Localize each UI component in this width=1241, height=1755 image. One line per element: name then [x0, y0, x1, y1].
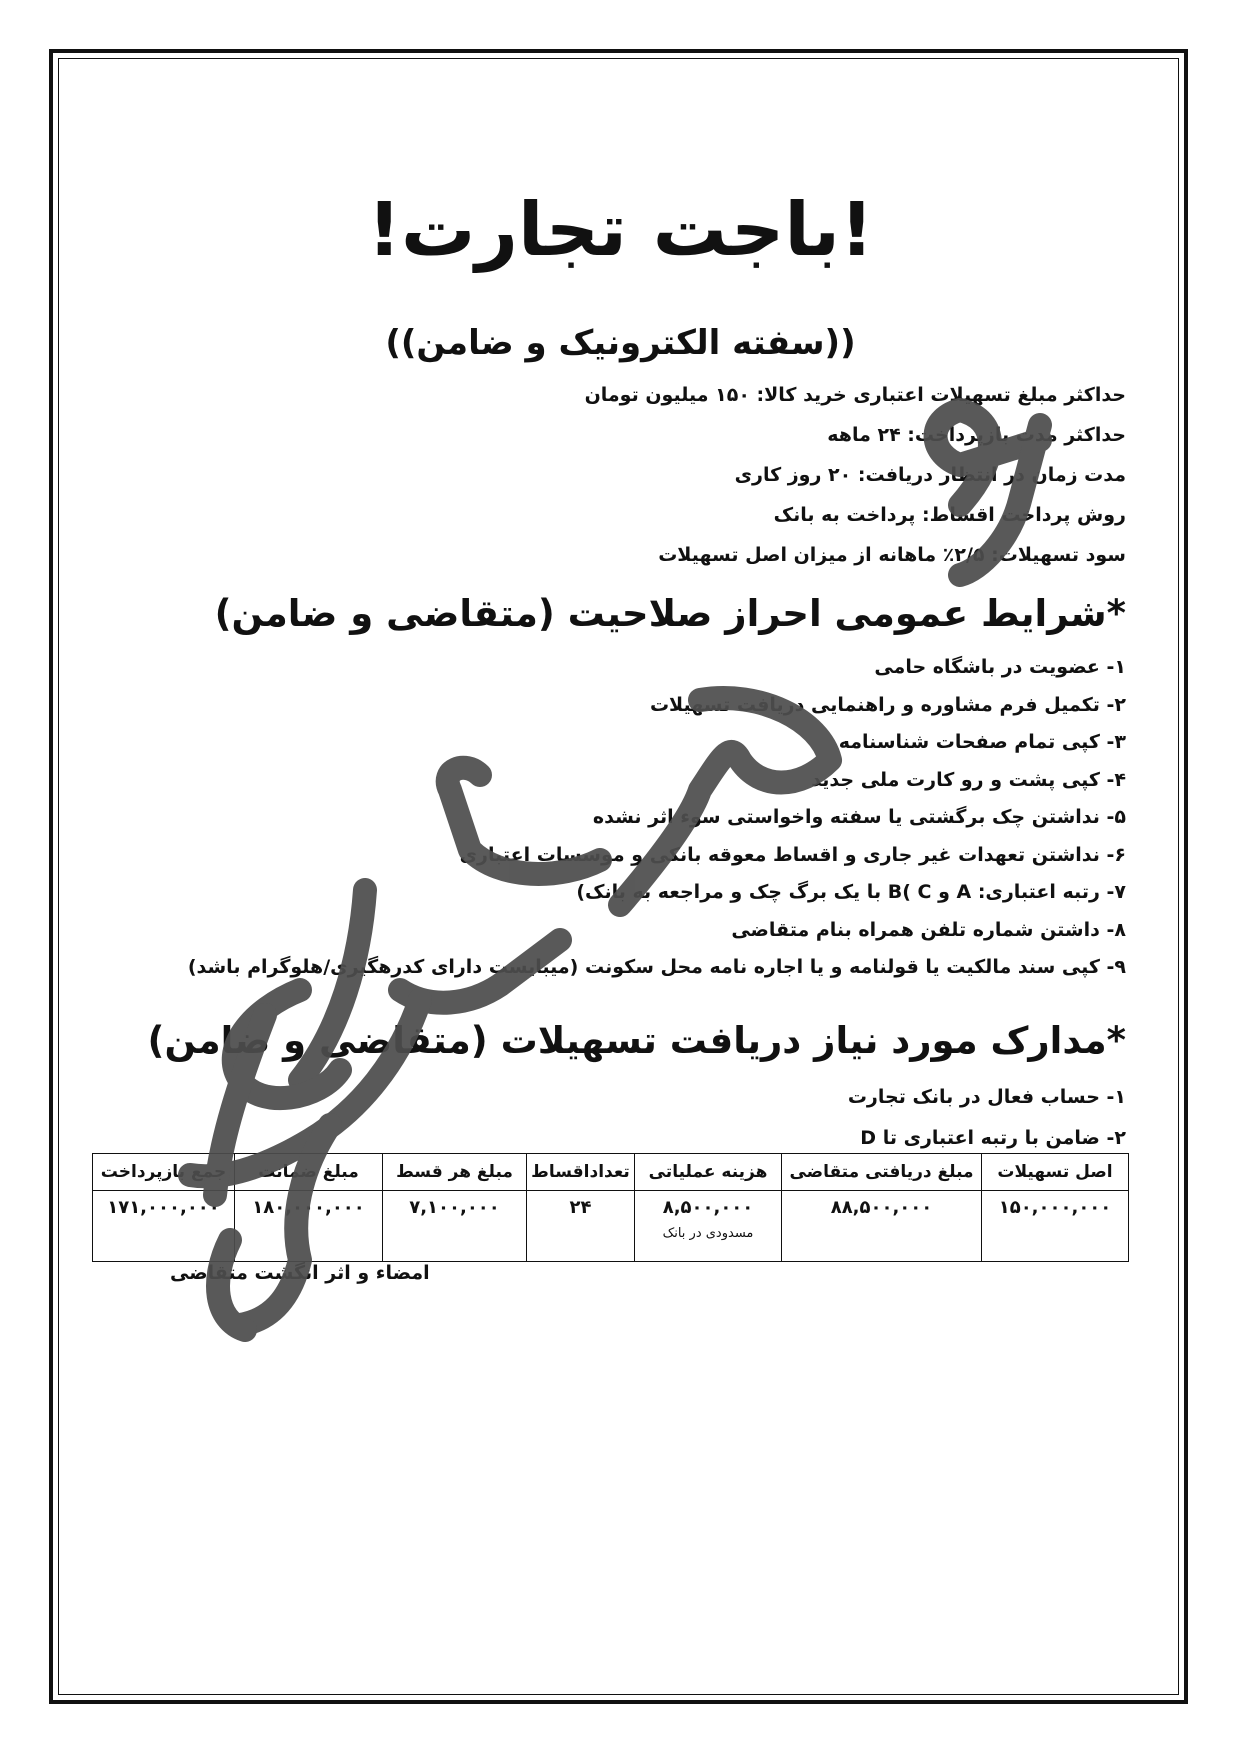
cell-installment-amount: ۷,۱۰۰,۰۰۰: [383, 1191, 527, 1262]
info-line-interest: سود تسهیلات: ۲/۵٪ ماهانه از میزان اصل تسهیلات: [658, 544, 1126, 566]
condition-item: ۳- کپی تمام صفحات شناسنامه: [838, 731, 1126, 753]
condition-7-suffix: با یک برگ چک و مراجعه به بانک): [576, 881, 888, 903]
signature-label: امضاء و اثر انگشت متقاضی: [170, 1262, 430, 1284]
condition-7-prefix: ۷- رتبه اعتباری:: [971, 881, 1126, 903]
table-row: [93, 1191, 1129, 1262]
conditions-heading: *شرایط عمومی احراز صلاحیت (متقاضی و ضامن): [214, 592, 1126, 635]
document-item: ۱- حساب فعال در بانک تجارت: [847, 1086, 1126, 1108]
cell-received-amount: ۸۸,۵۰۰,۰۰۰: [782, 1191, 982, 1262]
condition-item: ۲- تکمیل فرم مشاوره و راهنمایی دریافت تسهیلات: [649, 693, 1126, 716]
document-2-prefix: ۲- ضامن با رتبه اعتباری تا: [876, 1127, 1126, 1149]
condition-item: ۴- کپی پشت و رو کارت ملی جدید: [811, 768, 1126, 791]
condition-item-credit-grade: [106, 874, 1126, 912]
cell-guarantee-amount: ۱۸۰,۰۰۰,۰۰۰: [235, 1191, 383, 1262]
page-title: !باجت تجارت!: [367, 187, 874, 273]
loan-table: [92, 1153, 1129, 1262]
header-guarantee-amount: مبلغ ضمانت: [235, 1154, 383, 1191]
condition-7-paren: (: [902, 881, 918, 903]
cell-principal: ۱۵۰,۰۰۰,۰۰۰: [982, 1191, 1129, 1262]
header-installment-count: تعداداقساط: [527, 1154, 635, 1191]
page-subtitle: ((سفته الکترونیک و ضامن)): [385, 323, 856, 363]
info-line-wait-time: مدت زمان در انتظار دریافت: ۲۰ روز کاری: [734, 464, 1126, 486]
grade-a: A: [956, 881, 972, 903]
cell-installment-count: ۲۴: [527, 1191, 635, 1262]
header-principal: اصل تسهیلات: [982, 1154, 1129, 1191]
grade-b: B: [887, 881, 903, 903]
grade-d: D: [860, 1127, 877, 1149]
operational-cost-value: ۸,۵۰۰,۰۰۰: [662, 1197, 754, 1218]
grade-c: C: [917, 881, 932, 903]
header-total-repayment: جمع بازپرداخت: [93, 1154, 235, 1191]
loan-info-block: [106, 375, 1126, 575]
condition-item: ۱- عضویت در باشگاه حامی: [874, 656, 1126, 678]
documents-list: [106, 1077, 1126, 1159]
condition-item: ۵- نداشتن چک برگشتی یا سفته واخواستی سوء اثر نشده: [592, 806, 1126, 828]
header-operational-cost: هزینه عملیاتی: [635, 1154, 782, 1191]
condition-item: ۸- داشتن شماره تلفن همراه بنام متقاضی: [731, 918, 1126, 941]
cell-operational-cost: [635, 1191, 782, 1262]
conditions-list: [106, 649, 1126, 987]
cell-total-repayment: ۱۷۱,۰۰۰,۰۰۰: [93, 1191, 235, 1262]
operational-cost-note: مسدودی در بانک: [662, 1226, 754, 1241]
info-line-max-amount: حداکثر مبلغ تسهیلات اعتباری خرید کالا: ۱۵۰ میلیون تومان: [584, 384, 1126, 406]
header-installment-amount: مبلغ هر قسط: [383, 1154, 527, 1191]
header-received-amount: مبلغ دریافتی متقاضی: [782, 1154, 982, 1191]
condition-item: ۶- نداشتن تعهدات غیر جاری و اقساط معوقه بانکی و موسسات اعتباری: [459, 843, 1126, 866]
condition-item: ۹- کپی سند مالکیت یا قولنامه و یا اجاره نامه محل سکونت (میبایست دارای کدرهگیری/هلوگرام باشد): [187, 956, 1126, 978]
condition-7-and: و: [931, 881, 957, 903]
info-line-max-term: حداکثر مدت بازپرداخت: ۲۴ ماهه: [827, 424, 1126, 446]
documents-heading: *مدارک مورد نیاز دریافت تسهیلات (متقاضی و ضامن): [147, 1019, 1126, 1062]
info-line-payment-method: روش پرداخت اقساط: پرداخت به بانک: [773, 504, 1126, 526]
table-header-row: [93, 1154, 1129, 1191]
